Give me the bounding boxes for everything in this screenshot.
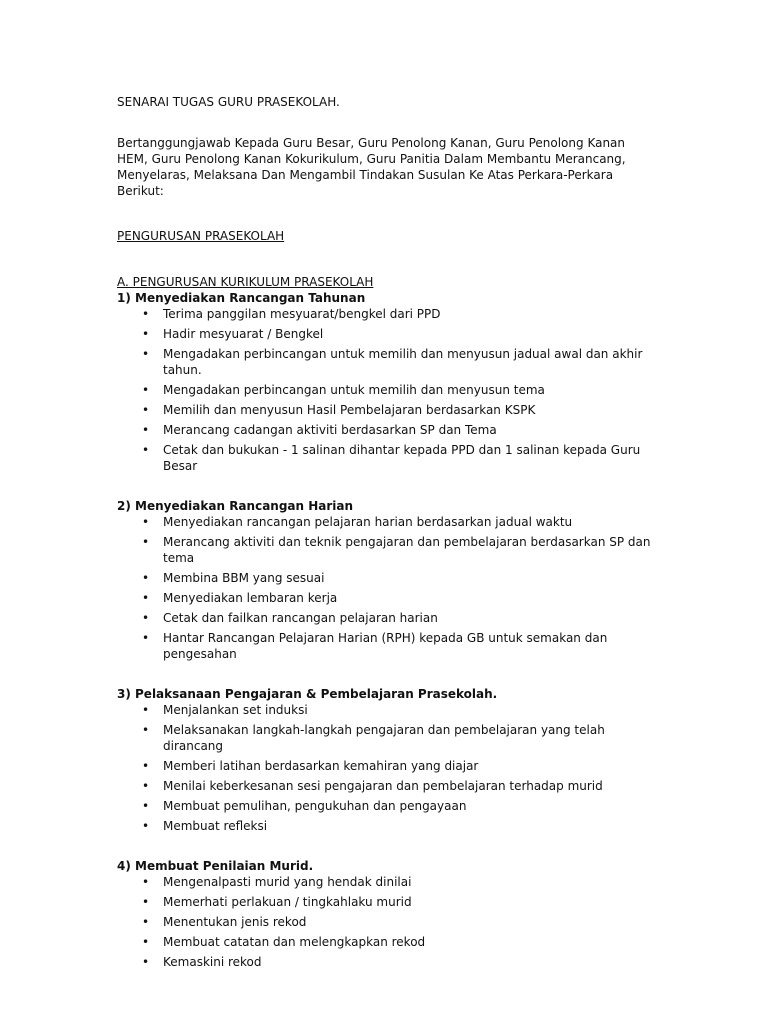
task-list-item xyxy=(117,402,657,418)
bullet-icon: • xyxy=(142,443,150,457)
task-list xyxy=(117,702,657,834)
bullet-icon: • xyxy=(142,423,150,437)
task-group-title: 3) Pelaksanaan Pengajaran & Pembelajaran Prasekolah. xyxy=(117,687,498,701)
task-list-item xyxy=(117,514,657,530)
bullet-icon: • xyxy=(142,611,150,625)
task-list-item xyxy=(117,874,657,890)
task-list-item xyxy=(117,570,657,586)
task-text: Mengenalpasti murid yang hendak dinilai xyxy=(163,875,412,889)
bullet-icon: • xyxy=(142,723,150,737)
task-text: Membuat pemulihan, pengukuhan dan pengayaan xyxy=(163,799,467,813)
document-title: SENARAI TUGAS GURU PRASEKOLAH. xyxy=(117,95,340,109)
bullet-icon: • xyxy=(142,819,150,833)
bullet-icon: • xyxy=(142,535,150,549)
task-text: Melaksanakan langkah-langkah pengajaran dan pembelajaran yang telah dirancang xyxy=(163,723,605,753)
task-list-item xyxy=(117,326,657,342)
bullet-icon: • xyxy=(142,591,150,605)
bullet-icon: • xyxy=(142,383,150,397)
document-page xyxy=(117,94,657,974)
task-list-item xyxy=(117,534,657,566)
task-list-item xyxy=(117,758,657,774)
task-list-item xyxy=(117,914,657,930)
task-list-item xyxy=(117,798,657,814)
task-text: Mengadakan perbincangan untuk memilih dan menyusun jadual awal dan akhir tahun. xyxy=(163,347,643,377)
task-list-item xyxy=(117,778,657,794)
bullet-icon: • xyxy=(142,307,150,321)
task-text: Memilih dan menyusun Hasil Pembelajaran berdasarkan KSPK xyxy=(163,403,536,417)
task-list-item xyxy=(117,382,657,398)
bullet-icon: • xyxy=(142,631,150,645)
task-groups xyxy=(117,290,657,970)
task-group-title: 4) Membuat Penilaian Murid. xyxy=(117,859,314,873)
task-text: Membuat refleksi xyxy=(163,819,268,833)
bullet-icon: • xyxy=(142,955,150,969)
task-list-item xyxy=(117,422,657,438)
task-text: Cetak dan failkan rancangan pelajaran harian xyxy=(163,611,438,625)
task-text: Merancang cadangan aktiviti berdasarkan SP dan Tema xyxy=(163,423,497,437)
task-list-item xyxy=(117,630,657,662)
task-group-title: 1) Menyediakan Rancangan Tahunan xyxy=(117,291,366,305)
task-text: Menyediakan rancangan pelajaran harian berdasarkan jadual waktu xyxy=(163,515,573,529)
task-text: Memerhati perlakuan / tingkahlaku murid xyxy=(163,895,412,909)
task-list-item xyxy=(117,590,657,606)
bullet-icon: • xyxy=(142,935,150,949)
task-list-item xyxy=(117,894,657,910)
bullet-icon: • xyxy=(142,895,150,909)
task-text: Menyediakan lembaran kerja xyxy=(163,591,338,605)
task-text: Cetak dan bukukan - 1 salinan dihantar kepada PPD dan 1 salinan kepada Guru Besar xyxy=(163,443,641,473)
task-group-title: 2) Menyediakan Rancangan Harian xyxy=(117,499,354,513)
task-list xyxy=(117,514,657,662)
bullet-icon: • xyxy=(142,515,150,529)
bullet-icon: • xyxy=(142,327,150,341)
task-text: Merancang aktiviti dan teknik pengajaran dan pembelajaran berdasarkan SP dan tema xyxy=(163,535,651,565)
task-text: Hadir mesyuarat / Bengkel xyxy=(163,327,324,341)
task-list xyxy=(117,874,657,970)
task-list-item xyxy=(117,702,657,718)
bullet-icon: • xyxy=(142,571,150,585)
task-text: Mengadakan perbincangan untuk memilih dan menyusun tema xyxy=(163,383,545,397)
intro-paragraph: Bertanggungjawab Kepada Guru Besar, Guru Penolong Kanan, Guru Penolong Kanan HEM, Guru Penolong Kanan Kokurikulum, Guru Panitia Dalam Membantu Merancang, Menyelaras, Melaksana Dan Mengambil Tindakan Susulan Ke Atas Perkara-Perkara Berikut: xyxy=(117,136,626,198)
subsection-title: A. PENGURUSAN KURIKULUM PRASEKOLAH xyxy=(117,275,374,289)
task-text: Hantar Rancangan Pelajaran Harian (RPH) kepada GB untuk semakan dan pengesahan xyxy=(163,631,608,661)
bullet-icon: • xyxy=(142,915,150,929)
task-list-item xyxy=(117,818,657,834)
bullet-icon: • xyxy=(142,875,150,889)
task-group xyxy=(117,498,657,662)
task-list xyxy=(117,306,657,474)
task-text: Membuat catatan dan melengkapkan rekod xyxy=(163,935,426,949)
bullet-icon: • xyxy=(142,799,150,813)
task-list-item xyxy=(117,442,657,474)
task-text: Menilai keberkesanan sesi pengajaran dan pembelajaran terhadap murid xyxy=(163,779,603,793)
task-text: Membina BBM yang sesuai xyxy=(163,571,325,585)
task-list-item xyxy=(117,722,657,754)
task-list-item xyxy=(117,306,657,322)
task-text: Kemaskini rekod xyxy=(163,955,262,969)
task-text: Memberi latihan berdasarkan kemahiran yang diajar xyxy=(163,759,479,773)
section-title: PENGURUSAN PRASEKOLAH xyxy=(117,229,285,243)
bullet-icon: • xyxy=(142,703,150,717)
bullet-icon: • xyxy=(142,779,150,793)
task-text: Menjalankan set induksi xyxy=(163,703,308,717)
task-list-item xyxy=(117,934,657,950)
task-text: Terima panggilan mesyuarat/bengkel dari PPD xyxy=(163,307,441,321)
bullet-icon: • xyxy=(142,759,150,773)
bullet-icon: • xyxy=(142,347,150,361)
task-list-item xyxy=(117,610,657,626)
task-list-item xyxy=(117,954,657,970)
task-group xyxy=(117,290,657,474)
task-text: Menentukan jenis rekod xyxy=(163,915,307,929)
task-group xyxy=(117,686,657,834)
task-group xyxy=(117,858,657,970)
task-list-item xyxy=(117,346,657,378)
bullet-icon: • xyxy=(142,403,150,417)
